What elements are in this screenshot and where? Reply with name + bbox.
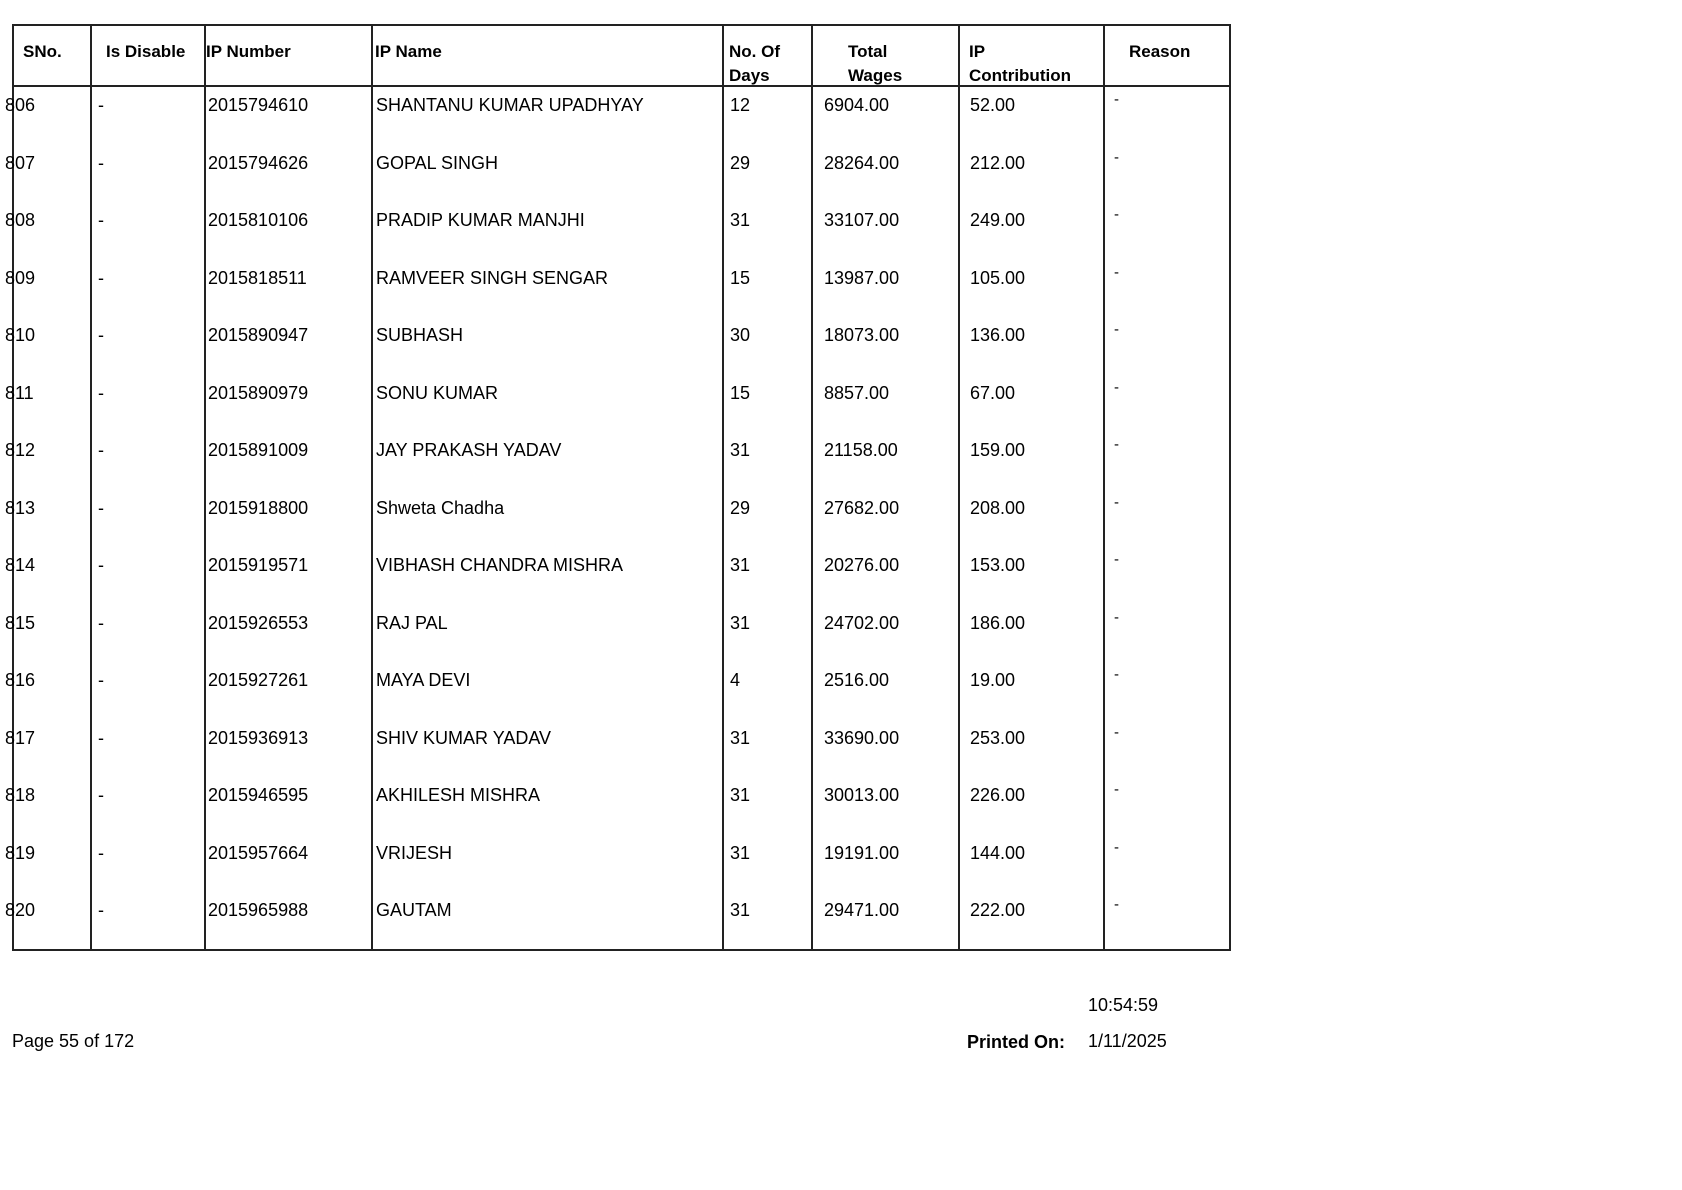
- cell-is-disable: -: [98, 267, 104, 288]
- sno-text: 814: [5, 555, 36, 575]
- header-ip-name: IP Name: [375, 42, 442, 61]
- cell-sno: [5, 785, 84, 806]
- header-reason: Reason: [1129, 42, 1191, 61]
- cell-ip-number: 2015818511: [208, 267, 307, 288]
- cell-no-of-days: 31: [730, 210, 751, 230]
- cell-ip-name: SHANTANU KUMAR UPADHYAY: [376, 95, 644, 115]
- cell-ip-number: 2015926553: [208, 612, 309, 633]
- cell-is-disable: -: [98, 785, 104, 805]
- sno-text: 818: [5, 785, 36, 805]
- cell-ip-number: 2015946595: [208, 785, 309, 805]
- cell-is-disable: -: [98, 842, 104, 863]
- cell-reason: -: [1114, 781, 1119, 798]
- cell-no-of-days: 4: [730, 670, 741, 690]
- cell-sno: [5, 440, 84, 461]
- cell-ip-number: 2015957664: [208, 842, 309, 863]
- cell-ip-number: 2015919571: [208, 555, 309, 575]
- cell-total-wages: 6904.00: [824, 95, 890, 115]
- cell-ip-contribution: 159.00: [970, 440, 1026, 460]
- cell-sno: [5, 210, 84, 231]
- cell-ip-contribution: 222.00: [970, 900, 1026, 920]
- cell-is-disable: -: [98, 612, 104, 633]
- sno-text: 806: [5, 95, 36, 115]
- header-sno: SNo.: [23, 42, 62, 61]
- cell-ip-name: RAJ PAL: [376, 612, 448, 633]
- cell-ip-number: 2015936913: [208, 727, 309, 748]
- cell-ip-name: GOPAL SINGH: [376, 152, 499, 173]
- table-row: [5, 86, 1229, 144]
- cell-no-of-days: 31: [730, 900, 751, 920]
- cell-is-disable: -: [98, 900, 104, 920]
- sno-text: 811: [5, 382, 34, 403]
- cell-sno: [5, 670, 84, 691]
- header-no-of-days: [729, 40, 780, 88]
- header-ip-contribution-line2: Contribution: [969, 66, 1071, 85]
- cell-total-wages: 33107.00: [824, 210, 900, 230]
- cell-ip-contribution: 144.00: [970, 842, 1026, 863]
- cell-total-wages: 18073.00: [824, 325, 900, 345]
- cell-sno: [5, 382, 84, 404]
- cell-ip-name: SUBHASH: [376, 325, 464, 345]
- table-row: [5, 431, 1229, 489]
- cell-ip-number: 2015890947: [208, 325, 309, 345]
- cell-ip-contribution: 105.00: [970, 267, 1026, 288]
- sno-text: 816: [5, 670, 36, 690]
- cell-reason: -: [1114, 723, 1119, 741]
- table-row: [5, 144, 1229, 202]
- table-row: [5, 546, 1229, 604]
- cell-no-of-days: 30: [730, 325, 751, 345]
- sno-text: 819: [5, 842, 36, 863]
- cell-ip-name: PRADIP KUMAR MANJHI: [376, 210, 585, 230]
- cell-ip-number: 2015890979: [208, 382, 309, 403]
- header-total-wages-line2: Wages: [848, 66, 903, 85]
- cell-ip-number: 2015918800: [208, 497, 309, 518]
- cell-reason: -: [1114, 91, 1119, 108]
- cell-is-disable: -: [98, 382, 104, 403]
- cell-ip-name: VRIJESH: [376, 842, 453, 863]
- cell-total-wages: 30013.00: [824, 785, 900, 805]
- cell-ip-number: 2015810106: [208, 210, 309, 230]
- table-row: [5, 776, 1229, 834]
- table-row: [5, 661, 1229, 719]
- cell-total-wages: 2516.00: [824, 670, 890, 690]
- cell-ip-contribution: 226.00: [970, 785, 1026, 805]
- table-row: [5, 316, 1229, 374]
- print-date: 1/11/2025: [1088, 1031, 1167, 1051]
- cell-total-wages: 28264.00: [824, 152, 900, 173]
- cell-no-of-days: 31: [730, 785, 751, 805]
- cell-ip-contribution: 67.00: [970, 382, 1016, 403]
- cell-no-of-days: 31: [730, 612, 751, 633]
- sno-text: 807: [5, 152, 36, 173]
- cell-is-disable: -: [98, 325, 104, 345]
- header-no-of-days-line1: No. Of: [729, 42, 780, 61]
- cell-is-disable: -: [98, 670, 104, 690]
- cell-no-of-days: 31: [730, 440, 751, 460]
- cell-is-disable: -: [98, 95, 104, 115]
- cell-ip-contribution: 186.00: [970, 612, 1026, 633]
- header-ip-contribution-line1: IP: [969, 42, 986, 61]
- printed-on-label: Printed On:: [967, 1032, 1065, 1052]
- cell-ip-contribution: 153.00: [970, 555, 1026, 575]
- header-ip-number: IP Number: [206, 42, 291, 61]
- sno-text: 817: [5, 727, 36, 748]
- cell-total-wages: 29471.00: [824, 900, 900, 920]
- cell-total-wages: 27682.00: [824, 497, 900, 518]
- page-number: Page 55 of 172: [12, 1031, 135, 1051]
- cell-reason: -: [1114, 608, 1119, 626]
- cell-sno: [5, 727, 84, 749]
- cell-total-wages: 8857.00: [824, 382, 890, 403]
- cell-sno: [5, 152, 84, 174]
- cell-is-disable: -: [98, 555, 104, 575]
- cell-no-of-days: 15: [730, 382, 751, 403]
- table-row: [5, 201, 1229, 259]
- cell-reason: -: [1114, 666, 1119, 683]
- table-row: [5, 259, 1229, 317]
- cell-ip-contribution: 19.00: [970, 670, 1016, 690]
- cell-ip-name: AKHILESH MISHRA: [376, 785, 541, 805]
- cell-sno: [5, 555, 84, 576]
- cell-ip-name: GAUTAM: [376, 900, 452, 920]
- cell-total-wages: 33690.00: [824, 727, 900, 748]
- cell-no-of-days: 12: [730, 95, 751, 115]
- cell-ip-contribution: 52.00: [970, 95, 1016, 115]
- cell-reason: -: [1114, 321, 1119, 338]
- cell-reason: -: [1114, 148, 1119, 166]
- header-no-of-days-line2: Days: [729, 66, 770, 85]
- cell-ip-name: Shweta Chadha: [376, 497, 505, 518]
- cell-total-wages: 21158.00: [824, 440, 898, 460]
- cell-sno: [5, 842, 84, 864]
- cell-total-wages: 13987.00: [824, 267, 900, 288]
- cell-ip-number: 2015794610: [208, 95, 309, 115]
- cell-reason: -: [1114, 378, 1119, 396]
- header-total-wages: [848, 40, 902, 88]
- cell-sno: [5, 900, 84, 921]
- header-ip-contribution: [969, 40, 1071, 88]
- cell-sno: [5, 612, 84, 634]
- cell-ip-name: SONU KUMAR: [376, 382, 499, 403]
- cell-is-disable: -: [98, 440, 104, 460]
- table-row: [5, 374, 1229, 432]
- cell-total-wages: 20276.00: [824, 555, 900, 575]
- cell-is-disable: -: [98, 152, 104, 173]
- cell-total-wages: 19191.00: [824, 842, 900, 863]
- cell-ip-contribution: 249.00: [970, 210, 1026, 230]
- cell-reason: -: [1114, 896, 1119, 913]
- cell-reason: -: [1114, 436, 1119, 453]
- cell-no-of-days: 29: [730, 497, 751, 518]
- cell-no-of-days: 15: [730, 267, 751, 288]
- cell-ip-name: JAY PRAKASH YADAV: [376, 440, 562, 460]
- cell-sno: [5, 95, 84, 116]
- cell-reason: -: [1114, 838, 1119, 856]
- print-time: 10:54:59: [1088, 995, 1159, 1015]
- table-row: [5, 719, 1229, 777]
- cell-ip-contribution: 253.00: [970, 727, 1026, 748]
- table-row: [5, 604, 1229, 662]
- cell-ip-name: SHIV KUMAR YADAV: [376, 727, 552, 748]
- cell-is-disable: -: [98, 210, 104, 230]
- cell-sno: [5, 267, 84, 289]
- sno-text: 815: [5, 612, 36, 633]
- cell-is-disable: -: [98, 727, 104, 748]
- sno-text: 813: [5, 497, 36, 518]
- sno-text: 812: [5, 440, 36, 460]
- cell-total-wages: 24702.00: [824, 612, 900, 633]
- table-row: [5, 834, 1229, 892]
- cell-is-disable: -: [98, 497, 104, 518]
- ip-contribution-table: [5, 24, 1231, 951]
- cell-ip-number: 2015965988: [208, 900, 309, 920]
- cell-ip-contribution: 208.00: [970, 497, 1026, 518]
- cell-reason: -: [1114, 263, 1119, 281]
- header-is-disable: Is Disable: [106, 42, 186, 61]
- cell-ip-number: 2015794626: [208, 152, 309, 173]
- sno-text: 820: [5, 900, 36, 920]
- sno-text: 808: [5, 210, 36, 230]
- cell-ip-number: 2015891009: [208, 440, 309, 460]
- table-row: [5, 489, 1229, 547]
- cell-ip-number: 2015927261: [208, 670, 309, 690]
- cell-ip-contribution: 136.00: [970, 325, 1026, 345]
- header-total-wages-line1: Total: [848, 42, 888, 61]
- sno-text: 810: [5, 325, 36, 345]
- sno-text: 809: [5, 267, 36, 288]
- cell-reason: -: [1114, 551, 1119, 568]
- cell-ip-name: RAMVEER SINGH SENGAR: [376, 267, 609, 288]
- table-row: [5, 891, 1229, 949]
- cell-reason: -: [1114, 493, 1119, 511]
- cell-no-of-days: 31: [730, 555, 751, 575]
- cell-sno: [5, 325, 84, 346]
- cell-no-of-days: 31: [730, 842, 751, 863]
- cell-ip-contribution: 212.00: [970, 152, 1026, 173]
- cell-no-of-days: 31: [730, 727, 751, 748]
- cell-ip-name: VIBHASH CHANDRA MISHRA: [376, 555, 624, 575]
- cell-sno: [5, 497, 84, 519]
- cell-ip-name: MAYA DEVI: [376, 670, 471, 690]
- cell-no-of-days: 29: [730, 152, 751, 173]
- cell-reason: -: [1114, 206, 1119, 223]
